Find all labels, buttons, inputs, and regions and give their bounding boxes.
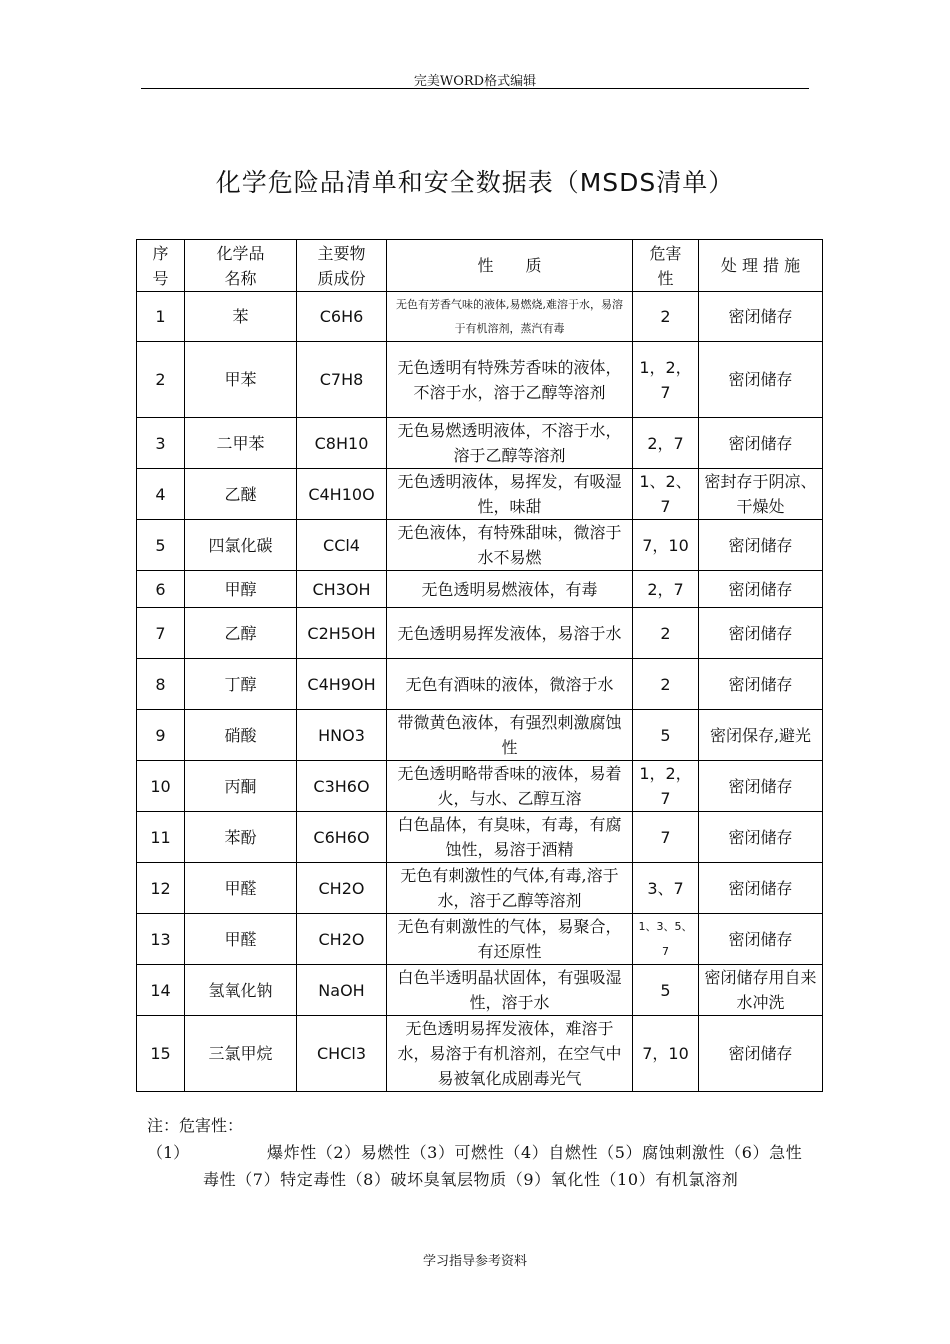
table-row: [137, 292, 823, 342]
row-hazard: 1，2，7: [633, 761, 699, 812]
row-hazard: 5: [633, 710, 699, 761]
row-hazard: 5: [633, 965, 699, 1016]
row-no: 14: [137, 965, 185, 1016]
notes-heading: 注：危害性：: [147, 1116, 244, 1135]
row-measure: 密闭储存: [699, 520, 823, 571]
row-props: 白色晶体，有臭味，有毒，有腐蚀性，易溶于酒精: [387, 812, 633, 863]
row-no: 9: [137, 710, 185, 761]
row-no: 7: [137, 608, 185, 659]
row-name: 丙酮: [185, 761, 297, 812]
row-measure: 密闭储存: [699, 292, 823, 342]
table-right-border: [822, 239, 823, 1085]
header-formula: 主要物 质成份: [297, 240, 387, 292]
page-header-text: 完美WORD格式编辑: [413, 74, 537, 89]
row-measure: 密闭储存: [699, 342, 823, 418]
row-props: 无色液体，有特殊甜味，微溶于水不易燃: [387, 520, 633, 571]
row-hazard: 2: [633, 659, 699, 710]
row-name: 甲醛: [185, 914, 297, 965]
row-hazard: 7，10: [633, 520, 699, 571]
row-name: 乙醇: [185, 608, 297, 659]
row-formula: C8H10: [297, 418, 387, 469]
row-props: 无色透明易挥发液体，易溶于水: [387, 608, 633, 659]
msds-table: [136, 239, 823, 1092]
row-no: 10: [137, 761, 185, 812]
row-name: 三氯甲烷: [185, 1016, 297, 1092]
row-name: 四氯化碳: [185, 520, 297, 571]
header-name: 化学品 名称: [185, 240, 297, 292]
page-footer-text: 学习指导参考资料: [422, 1254, 527, 1269]
row-measure: 密闭储存: [699, 863, 823, 914]
row-formula: C4H9OH: [297, 659, 387, 710]
header-divider: [141, 88, 809, 89]
table-row: [137, 914, 823, 965]
row-no: 12: [137, 863, 185, 914]
table-header-row: [137, 240, 823, 292]
row-formula: CH2O: [297, 914, 387, 965]
row-formula: CH2O: [297, 863, 387, 914]
row-measure: 密闭储存: [699, 571, 823, 608]
row-name: 甲苯: [185, 342, 297, 418]
row-props: 白色半透明晶状固体，有强吸湿性，溶于水: [387, 965, 633, 1016]
notes-marker: （1）: [147, 1143, 190, 1162]
table-row: [137, 659, 823, 710]
row-formula: CH3OH: [297, 571, 387, 608]
row-name: 甲醇: [185, 571, 297, 608]
table-row: [137, 469, 823, 520]
row-formula: C6H6: [297, 292, 387, 342]
table-row: [137, 710, 823, 761]
row-hazard: 2，7: [633, 571, 699, 608]
table-row: [137, 418, 823, 469]
row-props: 无色透明易挥发液体，难溶于水，易溶于有机溶剂，在空气中易被氧化成剧毒光气: [387, 1016, 633, 1092]
row-formula: HNO3: [297, 710, 387, 761]
header-measure: 处 理 措 施: [699, 240, 823, 292]
row-name: 甲醛: [185, 863, 297, 914]
table-row: [137, 965, 823, 1016]
row-name: 氢氧化钠: [185, 965, 297, 1016]
row-hazard: 2，7: [633, 418, 699, 469]
row-measure: 密闭保存,避光: [699, 710, 823, 761]
row-measure: 密闭储存: [699, 914, 823, 965]
row-no: 13: [137, 914, 185, 965]
row-name: 丁醇: [185, 659, 297, 710]
row-formula: C3H6O: [297, 761, 387, 812]
table-row: [137, 1016, 823, 1092]
notes-text: 爆炸性（2）易燃性（3）可燃性（4）自燃性（5）腐蚀刺激性（6）急性毒性（7）特定毒性（8）破坏臭氧层物质（9）氧化性（10）有机氯溶剂: [203, 1143, 803, 1189]
row-formula: CCl4: [297, 520, 387, 571]
row-hazard: 1、3、5、7: [633, 914, 699, 965]
row-name: 乙醚: [185, 469, 297, 520]
row-measure: 密闭储存: [699, 812, 823, 863]
row-formula: NaOH: [297, 965, 387, 1016]
table-row: [137, 608, 823, 659]
row-props: 无色透明易燃液体，有毒: [387, 571, 633, 608]
row-no: 15: [137, 1016, 185, 1092]
header-hazard: 危害 性: [633, 240, 699, 292]
row-formula: C6H6O: [297, 812, 387, 863]
row-formula: C4H10O: [297, 469, 387, 520]
row-name: 二甲苯: [185, 418, 297, 469]
table-row: [137, 812, 823, 863]
row-props: 无色有酒味的液体，微溶于水: [387, 659, 633, 710]
row-no: 2: [137, 342, 185, 418]
notes-body: [147, 1139, 817, 1193]
row-hazard: 7，10: [633, 1016, 699, 1092]
row-measure: 密闭储存: [699, 608, 823, 659]
row-measure: 密闭储存: [699, 418, 823, 469]
row-measure: 密闭储存用自来水冲洗: [699, 965, 823, 1016]
row-formula: C7H8: [297, 342, 387, 418]
table-row: [137, 520, 823, 571]
row-measure: 密闭储存: [699, 1016, 823, 1092]
row-props: 无色透明有特殊芳香味的液体，不溶于水，溶于乙醇等溶剂: [387, 342, 633, 418]
row-name: 硝酸: [185, 710, 297, 761]
row-name: 苯酚: [185, 812, 297, 863]
row-measure: 密闭储存: [699, 659, 823, 710]
row-props: 无色有刺激性的气体,有毒,溶于水，溶于乙醇等溶剂: [387, 863, 633, 914]
row-no: 8: [137, 659, 185, 710]
table-row: [137, 863, 823, 914]
row-props: 无色有刺激性的气体，易聚合，有还原性: [387, 914, 633, 965]
row-measure: 密闭储存: [699, 761, 823, 812]
row-props: 带微黄色液体，有强烈刺激腐蚀性: [387, 710, 633, 761]
row-name: 苯: [185, 292, 297, 342]
table-row: [137, 342, 823, 418]
row-hazard: 2: [633, 292, 699, 342]
row-hazard: 1，2，7: [633, 342, 699, 418]
row-hazard: 1、2、7: [633, 469, 699, 520]
row-no: 11: [137, 812, 185, 863]
row-hazard: 3、7: [633, 863, 699, 914]
row-props: 无色易燃透明液体，不溶于水，溶于乙醇等溶剂: [387, 418, 633, 469]
row-no: 4: [137, 469, 185, 520]
row-no: 5: [137, 520, 185, 571]
table-row: [137, 761, 823, 812]
notes-section: [147, 1112, 817, 1193]
row-props: 无色透明略带香味的液体，易着火，与水、乙醇互溶: [387, 761, 633, 812]
row-no: 1: [137, 292, 185, 342]
row-no: 6: [137, 571, 185, 608]
row-props: 无色有芳香气味的液体,易燃烧,难溶于水，易溶于有机溶剂，蒸汽有毒: [387, 292, 633, 342]
row-no: 3: [137, 418, 185, 469]
row-formula: CHCl3: [297, 1016, 387, 1092]
header-props: 性 质: [387, 240, 633, 292]
table-row: [137, 571, 823, 608]
row-hazard: 2: [633, 608, 699, 659]
row-formula: C2H5OH: [297, 608, 387, 659]
row-hazard: 7: [633, 812, 699, 863]
row-measure: 密封存于阴凉、干燥处: [699, 469, 823, 520]
document-title: 化学危险品清单和安全数据表（MSDS清单）: [215, 168, 735, 197]
row-props: 无色透明液体，易挥发，有吸湿性，味甜: [387, 469, 633, 520]
header-no: 序 号: [137, 240, 185, 292]
